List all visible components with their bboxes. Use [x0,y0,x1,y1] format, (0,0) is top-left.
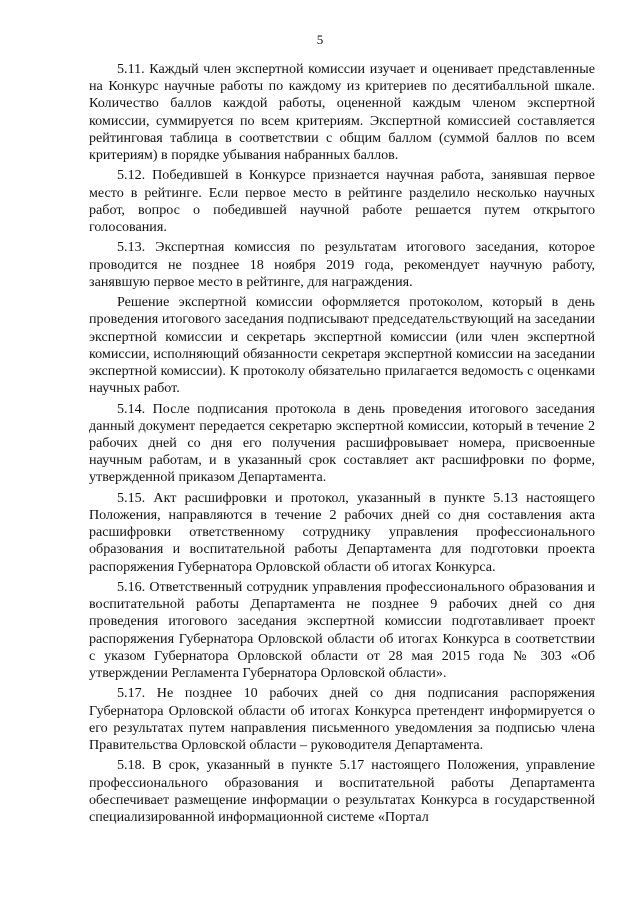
paragraph-5-17: 5.17. Не позднее 10 рабочих дней со дня подписания распоряжения Губернатора Орловской области об итогах Конкурса претендент информируется о его результатах путем направления письменного уведомления за подписью члена Правительства Орловской области – руководителя Департамента. [89,685,595,754]
page-number: 5 [316,32,324,47]
paragraph-5-15: 5.15. Акт расшифровки и протокол, указанный в пункте 5.13 настоящего Положения, направляются в течение 2 рабочих дней со дня составления акта расшифровки ответственному сотруднику управления профессионального образования и воспитательной работы Департамента для подготовки проекта распоряжения Губернатора Орловской области об итогах Конкурса. [89,489,595,575]
paragraph-protocol-decision: Решение экспертной комиссии оформляется протоколом, который в день проведения итогового заседания подписывают председательствующий на заседании экспертной комиссии и секретарь экспертной комиссии (или член экспертной комиссии, исполняющий обязанности секретаря экспертной комиссии на заседании экспертной комиссии). К протоколу обязательно прилагается ведомость с оценками научных работ. [89,294,595,397]
paragraph-5-11: 5.11. Каждый член экспертной комиссии изучает и оценивает представленные на Конкурс научные работы по каждому из критериев по десятибалльной шкале. Количество баллов каждой работы, оцененной каждым членом экспертной комиссии, суммируется по всем критериям. Экспертной комиссией составляется рейтинговая таблица в соответствии с общим баллом (суммой баллов по всем критериям) в порядке убывания набранных баллов. [89,61,595,164]
paragraph-5-18: 5.18. В срок, указанный в пункте 5.17 настоящего Положения, управление профессионального образования и воспитательной работы Департамента обеспечивает размещение информации о результатах Конкурса в государственной специализированной информационной системе «Портал [89,757,595,826]
paragraph-5-12: 5.12. Победившей в Конкурсе признается научная работа, занявшая первое место в рейтинге. Если первое место в рейтинге разделило несколько научных работ, вопрос о победившей научной работе решается путем открытого голосования. [89,167,595,236]
document-body [89,61,595,829]
paragraph-5-13: 5.13. Экспертная комиссия по результатам итогового заседания, которое проводится не позднее 18 ноября 2019 года, рекомендует научную работу, занявшую первое место в рейтинге, для награждения. [89,239,595,290]
paragraph-5-16: 5.16. Ответственный сотрудник управления профессионального образования и воспитательной работы Департамента не позднее 9 рабочих дней со дня проведения итогового заседания экспертной комиссии подготавливает проект распоряжения Губернатора Орловской области об итогах Конкурса в соответствии с указом Губернатора Орловской области от 28 мая 2015 года № 303 «Об утверждении Регламента Губернатора Орловской области». [89,579,595,682]
paragraph-5-14: 5.14. После подписания протокола в день проведения итогового заседания данный документ передается секретарю экспертной комиссии, который в течение 2 рабочих дней со дня его получения расшифровывает номера, присвоенные научным работам, и в указанный срок составляет акт расшифровки по форме, утвержденной приказом Департамента. [89,400,595,486]
